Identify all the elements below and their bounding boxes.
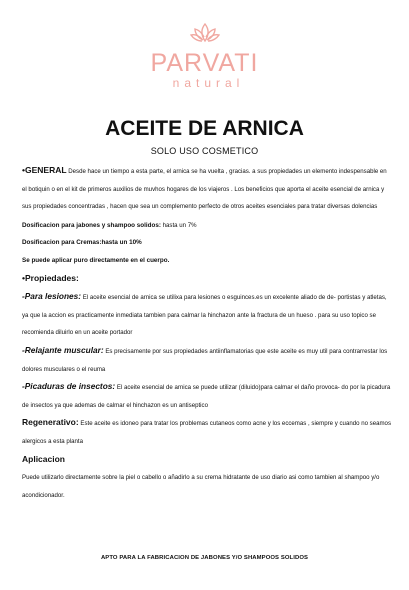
lotus-icon bbox=[190, 22, 220, 44]
general-label: GENERAL bbox=[24, 165, 67, 175]
property-lesions-text: El aceite esencial de arnica se utilixa para lesiones o esguinces.es un excelente aliado de de- portistas y atletas, ya que la accion es practicamente inmediata tambien para calmar la hinchazon ante la fractura de un hueso . para su uso topico se recomienda diluirlo en un aceite portador bbox=[22, 294, 387, 337]
property-relaxing-text: Es precisamente por sus propiedades antiinflamatorias que este aceite es muy util para contrarrestar los dolores musculares o el reuma bbox=[22, 347, 388, 373]
property-bites-text: El aceite esencial de arnica se puede utilizar (diluido)para calmar el daño provoca- do por la picadura de insectos ya que ademas de calmar el hinchazon es un antiseptico bbox=[22, 384, 391, 409]
pure-application bbox=[22, 252, 392, 270]
property-bites-label: Picaduras de insectos: bbox=[24, 381, 116, 392]
footer-note: APTO PARA LA FABRICACION DE JABONES Y/O SHAMPOOS SOLIDOS bbox=[100, 555, 309, 561]
property-lesions-label: Para lesiones bbox=[24, 291, 79, 302]
product-description bbox=[22, 162, 392, 504]
soap-dosing-label: Dosificacion para jabones y shampoo solidos: bbox=[22, 221, 161, 229]
product-subtitle: SOLO USO COSMETICO bbox=[150, 146, 259, 156]
soap-dosing-value: hasta un 7% bbox=[162, 221, 197, 229]
brand-name: PARVATI bbox=[150, 49, 259, 77]
application-paragraph bbox=[22, 469, 392, 504]
properties-heading: •Propiedades: bbox=[22, 272, 79, 283]
general-paragraph: •GENERAL Desde hace un tiempo a esta parte, el arnica se ha vuelta , gracias. a sus propiedades un elemento indespensable en el botiquin o en el kit de primeros auxilios de muvhos hogares de los viajeros . Los beneficios que aporta el aceite esencial de arnica y sus propiedades concentradas , hacen que sea un complemento perfecto de otros aceites esenciales para tratar diversas dolencias bbox=[22, 165, 387, 211]
pure-application-text: Se puede aplicar puro directamente en el cuerpo. bbox=[22, 256, 170, 264]
cream-dosing bbox=[22, 234, 392, 252]
property-regenerative bbox=[22, 414, 392, 450]
cream-dosing-text: Dosificacion para Cremas:hasta un 10% bbox=[22, 239, 142, 247]
application-text: Puede utilizarlo directamente sobre la piel o cabello o añadirlo a su crema hidratante de uso diario asi como tambien al shampoo y/o acondicionador. bbox=[22, 474, 380, 499]
brand-logo bbox=[0, 22, 409, 90]
property-relaxing: -Relajante muscular: Es precisamente por sus propiedades antiinflamatorias que este aceite es muy util para contrarrestar los dolores musculares o el reuma bbox=[22, 344, 388, 373]
property-bites: -Picaduras de insectos: El aceite esencial de arnica se puede utilizar (diluido)para calmar el daño provoca- do por la picadura de insectos ya que ademas de calmar el hinchazon es un antiseptico bbox=[22, 381, 391, 409]
application-heading: Aplicacion bbox=[22, 453, 65, 464]
property-regenerative-label: Regenerativo: bbox=[22, 417, 79, 428]
soap-dosing bbox=[22, 217, 392, 235]
brand-subname: natural bbox=[172, 76, 245, 90]
property-regenerative-text: Este aceite es idoneo para tratar los problemas cutaneos como acne y los eccemas , siempre y cuando no seamos alergicos a esta planta bbox=[22, 420, 391, 445]
general-text: Desde hace un tiempo a esta parte, el arnica se ha vuelta , gracias. a sus propiedades un elemento indespensable en el botiquin o en el kit de primeros auxilios de muvhos hogares de los viajeros . Los beneficios que aporta el aceite esencial de arnica y sus propiedades concentradas , hacen que sea un complemento perfecto de otros aceites esenciales para tratar diversas dolencias bbox=[22, 168, 387, 211]
product-title: ACEITE DE ARNICA bbox=[105, 117, 304, 140]
property-relaxing-label: Relajante muscular: bbox=[24, 344, 104, 355]
property-lesions: -Para lesiones: El aceite esencial de arnica se utilixa para lesiones o esguinces.es un excelente aliado de de- portistas y atletas, ya que la accion es practicamente inmediata tambien para calmar la hinchazon ante la fractura de un hueso . para su uso topico se recomienda diluirlo en un aceite portador bbox=[22, 291, 387, 337]
